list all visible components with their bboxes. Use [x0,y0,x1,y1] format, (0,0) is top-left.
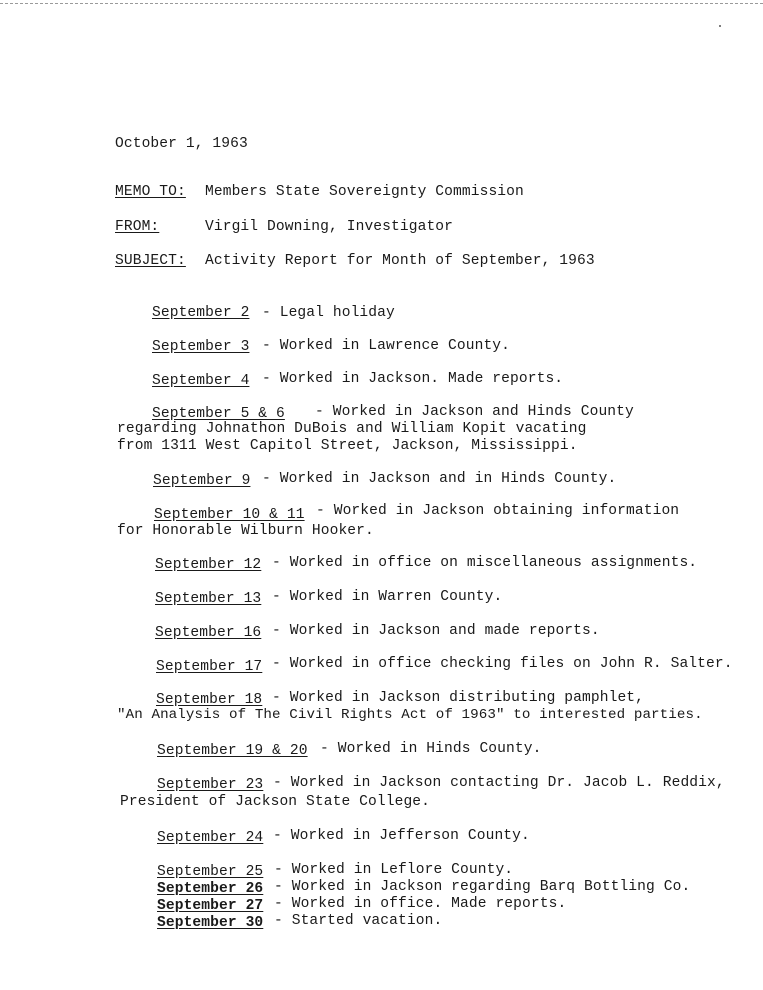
entry-date: September 13 [155,591,262,607]
scan-speck [719,25,721,27]
entry-date: September 18 [156,692,263,708]
entry-text-continued: regarding Johnathon DuBois and William Kopit vacating [117,421,587,437]
entry-date: September 12 [155,557,262,573]
entry-date: September 23 [157,777,264,793]
entry-date: September 3 [152,339,250,355]
entry-text: - Worked in office on miscellaneous assignments. [272,555,698,571]
entry-date: September 9 [153,473,251,489]
entry-text: - Worked in office. Made reports. [274,896,567,912]
entry-text: - Worked in Jackson distributing pamphlet, [272,690,645,706]
entry-date: September 10 & 11 [154,507,305,523]
entry-text-continued: President of Jackson State College. [120,794,431,810]
entry-text-continued: for Honorable Wilburn Hooker. [117,523,374,539]
scan-top-edge [0,3,763,4]
entry-text: - Worked in Jackson regarding Barq Bottling Co. [274,879,691,895]
entry-text: - Worked in Jackson and in Hinds County. [262,471,617,487]
entry-text: - Worked in Hinds County. [320,741,542,757]
entry-text: - Worked in Leflore County. [274,862,514,878]
subject-value: Activity Report for Month of September, 1963 [205,253,595,269]
entry-date: September 26 [157,881,264,897]
from-label: FROM: [115,219,160,235]
entry-text: - Worked in Jackson and Hinds County [315,404,634,420]
entry-text: - Started vacation. [274,913,443,929]
entry-text: - Worked in Jackson obtaining information [316,503,680,519]
entry-text: - Worked in Jefferson County. [273,828,530,844]
entry-text: - Worked in Warren County. [272,589,503,605]
entry-text: - Worked in Lawrence County. [262,338,511,354]
entry-text: - Worked in Jackson. Made reports. [262,371,564,387]
entry-date: September 17 [156,659,263,675]
entry-text: - Legal holiday [262,305,395,321]
entry-date: September 24 [157,830,264,846]
subject-label: SUBJECT: [115,253,186,269]
entry-text-continued: "An Analysis of The Civil Rights Act of 1963" to interested parties. [117,707,703,723]
memo-to-value: Members State Sovereignty Commission [205,184,524,200]
entry-date: September 27 [157,898,264,914]
entry-date: September 4 [152,373,250,389]
entry-date: September 16 [155,625,262,641]
entry-date: September 5 & 6 [152,406,285,422]
entry-text-continued: from 1311 West Capitol Street, Jackson, Mississippi. [117,438,578,454]
from-value: Virgil Downing, Investigator [205,219,454,235]
entry-text: - Worked in office checking files on John R. Salter. [272,656,733,672]
entry-date: September 30 [157,915,264,931]
entry-date: September 2 [152,305,250,321]
memo-date: October 1, 1963 [115,136,248,152]
entry-date: September 19 & 20 [157,743,308,759]
entry-text: - Worked in Jackson contacting Dr. Jacob L. Reddix, [273,775,725,791]
memo-to-label: MEMO TO: [115,184,186,200]
entry-date: September 25 [157,864,264,880]
entry-text: - Worked in Jackson and made reports. [272,623,600,639]
